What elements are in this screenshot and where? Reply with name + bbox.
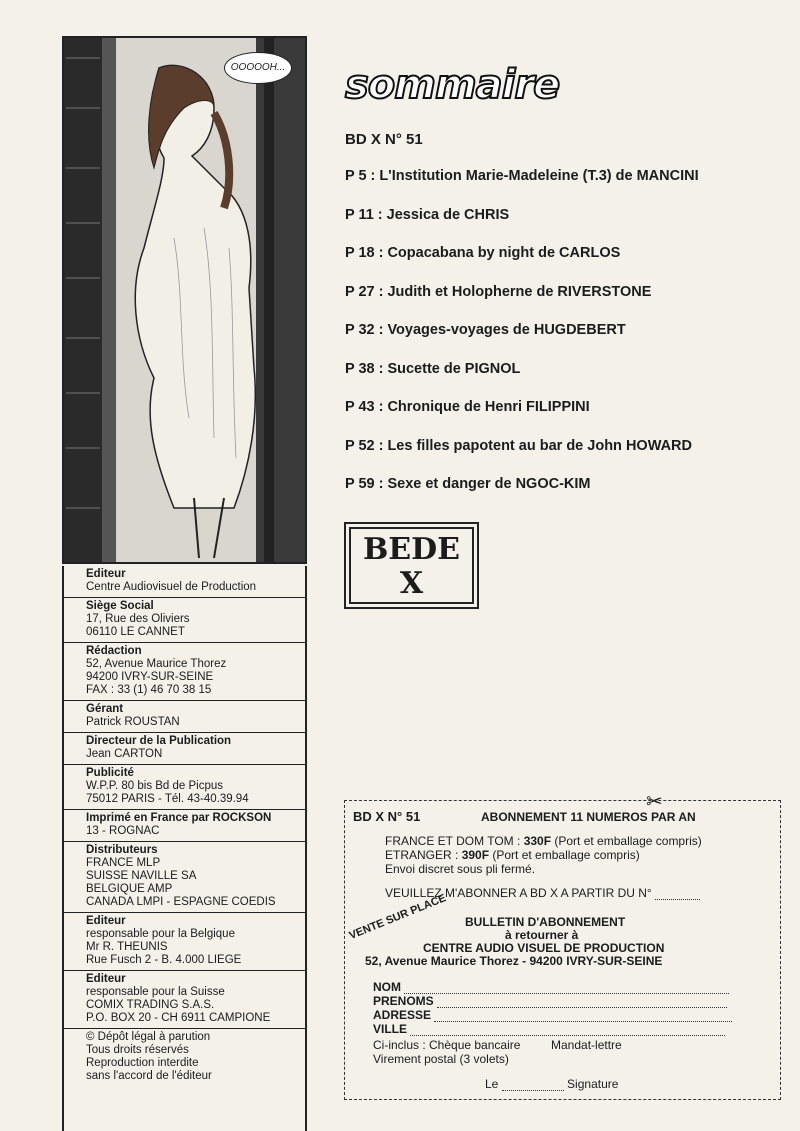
credit-block bbox=[64, 598, 305, 643]
toc-item: P 52 : Les filles papotent au bar de John HOWARD bbox=[345, 437, 692, 454]
bulletin-return: à retourner à bbox=[505, 928, 579, 942]
credit-line: FRANCE MLP bbox=[86, 857, 161, 869]
credit-block bbox=[64, 971, 305, 1029]
credit-heading: Gérant bbox=[86, 703, 124, 715]
credit-line: responsable pour la Suisse bbox=[86, 986, 225, 998]
credit-line: COMIX TRADING S.A.S. bbox=[86, 999, 215, 1011]
illustration-drawing bbox=[64, 38, 305, 562]
payment-mandat: Mandat-lettre bbox=[551, 1038, 622, 1052]
price-france: FRANCE ET DOM TOM : 330F (Port et emballage compris) bbox=[385, 834, 702, 848]
table-of-contents bbox=[345, 168, 775, 515]
credit-heading: Imprimé en France par ROCKSON bbox=[86, 812, 272, 824]
toc-item: P 5 : L'Institution Marie-Madeleine (T.3) de MANCINI bbox=[345, 168, 699, 184]
cover-illustration bbox=[62, 36, 307, 564]
payment-cheque: Ci-inclus : Chèque bancaire bbox=[373, 1038, 521, 1052]
speech-bubble: OOOOOH... bbox=[224, 52, 292, 84]
credit-block bbox=[64, 733, 305, 765]
credit-block bbox=[64, 765, 305, 810]
credit-line: Mr R. THEUNIS bbox=[86, 941, 168, 953]
bulletin-address-name: CENTRE AUDIO VISUEL DE PRODUCTION bbox=[423, 941, 665, 955]
credit-heading: Distributeurs bbox=[86, 844, 158, 856]
credit-line: SUISSE NAVILLE SA bbox=[86, 870, 197, 882]
credit-block bbox=[64, 701, 305, 733]
toc-item: P 18 : Copacabana by night de CARLOS bbox=[345, 245, 621, 261]
form-offer: ABONNEMENT 11 NUMEROS PAR AN bbox=[481, 810, 696, 824]
credit-line: BELGIQUE AMP bbox=[86, 883, 173, 895]
scissors-icon: ✂ bbox=[646, 791, 663, 813]
credit-line: 17, Rue des Oliviers bbox=[86, 613, 190, 625]
issue-number: BD X N° 51 bbox=[345, 131, 423, 148]
toc-item: P 38 : Sucette de PIGNOL bbox=[345, 360, 521, 377]
subscription-form bbox=[344, 800, 781, 1100]
vente-sur-place-stamp: VENTE SUR PLACE bbox=[347, 892, 448, 942]
credit-line: Tous droits réservés bbox=[86, 1044, 189, 1056]
credit-line: Patrick ROUSTAN bbox=[86, 716, 180, 728]
credit-line: P.O. BOX 20 - CH 6911 CAMPIONE bbox=[86, 1012, 271, 1024]
field-nom[interactable]: NOM bbox=[373, 980, 729, 994]
credit-line: 52, Avenue Maurice Thorez bbox=[86, 658, 227, 670]
toc-item: P 59 : Sexe et danger de NGOC-KIM bbox=[345, 476, 591, 492]
credit-line: 06110 LE CANNET bbox=[86, 626, 185, 638]
logo-line-2: X bbox=[399, 566, 424, 601]
credit-line: Centre Audiovisuel de Production bbox=[86, 581, 257, 593]
date-line[interactable]: Le Signature bbox=[485, 1077, 619, 1091]
credit-heading: Editeur bbox=[86, 973, 126, 985]
credit-line: FAX : 33 (1) 46 70 38 15 bbox=[86, 684, 212, 696]
field-adresse[interactable]: ADRESSE bbox=[373, 1008, 732, 1022]
toc-item: P 32 : Voyages-voyages de HUGDEBERT bbox=[345, 322, 626, 338]
credit-line: Rue Fusch 2 - B. 4.000 LIEGE bbox=[86, 954, 242, 966]
toc-item: P 27 : Judith et Holopherne de RIVERSTONE bbox=[345, 283, 652, 300]
credit-line: 75012 PARIS - Tél. 43-40.39.94 bbox=[86, 793, 249, 805]
credit-line: responsable pour la Belgique bbox=[86, 928, 235, 940]
credit-block bbox=[64, 842, 305, 913]
credit-block bbox=[64, 566, 305, 598]
credit-block bbox=[64, 643, 305, 701]
credit-heading: Publicité bbox=[86, 767, 134, 779]
credit-line: Jean CARTON bbox=[86, 748, 163, 760]
subscribe-line[interactable]: VEUILLEZ M'ABONNER A BD X A PARTIR DU N° bbox=[385, 886, 700, 900]
credit-block bbox=[64, 810, 305, 842]
price-etranger: ETRANGER : 390F (Port et emballage compris) bbox=[385, 848, 640, 862]
credit-line: © Dépôt légal à parution bbox=[86, 1031, 211, 1043]
field-prenoms[interactable]: PRENOMS bbox=[373, 994, 727, 1008]
field-ville[interactable]: VILLE bbox=[373, 1022, 725, 1036]
page-title: sommaire bbox=[345, 62, 560, 108]
credit-heading: Siège Social bbox=[86, 600, 154, 612]
credit-block bbox=[64, 913, 305, 971]
credit-heading: Directeur de la Publication bbox=[86, 735, 232, 747]
credit-line: Reproduction interdite bbox=[86, 1057, 199, 1069]
discreet-note: Envoi discret sous pli fermé. bbox=[385, 862, 536, 876]
credit-line: sans l'accord de l'éditeur bbox=[86, 1070, 212, 1082]
credit-heading: Editeur bbox=[86, 568, 126, 580]
credit-line: W.P.P. 80 bis Bd de Picpus bbox=[86, 780, 224, 792]
credit-block bbox=[64, 1029, 305, 1086]
logo-line-1: BEDE bbox=[362, 532, 461, 567]
credit-line: 13 - ROGNAC bbox=[86, 825, 160, 837]
credit-line: 94200 IVRY-SUR-SEINE bbox=[86, 671, 214, 683]
credit-line: CANADA LMPI - ESPAGNE COEDIS bbox=[86, 896, 276, 908]
bulletin-address: 52, Avenue Maurice Thorez - 94200 IVRY-SUR-SEINE bbox=[365, 954, 663, 968]
bede-x-logo bbox=[344, 522, 479, 609]
toc-item: P 43 : Chronique de Henri FILIPPINI bbox=[345, 399, 590, 415]
bulletin-title: BULLETIN D'ABONNEMENT bbox=[465, 915, 626, 929]
credits-column bbox=[62, 566, 307, 1131]
form-issue: BD X N° 51 bbox=[353, 809, 421, 824]
credit-heading: Rédaction bbox=[86, 645, 142, 657]
toc-item: P 11 : Jessica de CHRIS bbox=[345, 206, 510, 223]
payment-virement: Virement postal (3 volets) bbox=[373, 1052, 509, 1066]
credit-heading: Editeur bbox=[86, 915, 126, 927]
